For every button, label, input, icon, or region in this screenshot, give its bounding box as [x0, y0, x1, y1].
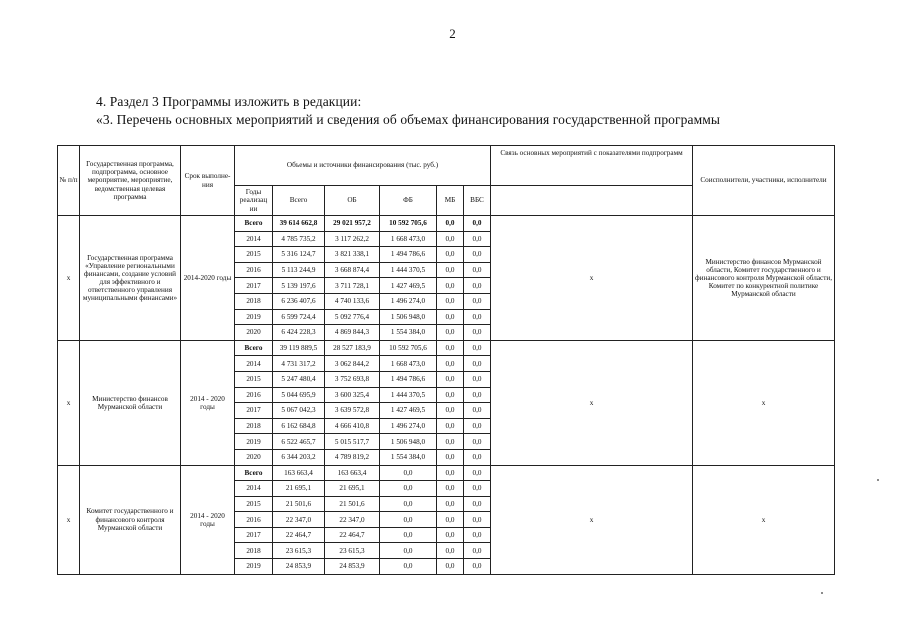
total-cell: 23 615,3	[273, 543, 325, 559]
program-name-cell: Министерство финансов Мурманской области	[80, 340, 181, 465]
year-cell: 2019	[235, 434, 273, 450]
year-cell: 2014	[235, 481, 273, 497]
year-cell: 2015	[235, 371, 273, 387]
vbs-cell: 0,0	[464, 559, 491, 575]
ob-cell: 3 821 338,1	[325, 247, 380, 263]
fb-cell: 0,0	[380, 527, 437, 543]
vbs-cell: 0,0	[464, 403, 491, 419]
instruction-paragraph: 4. Раздел 3 Программы изложить в редакции:	[96, 94, 362, 109]
total-cell: 22 464,7	[273, 527, 325, 543]
fb-cell: 10 592 705,6	[380, 216, 437, 232]
year-cell: 2016	[235, 512, 273, 528]
table-body	[58, 216, 835, 575]
executor-cell: Министерство финансов Мурманской области, Комитет государственного и финансового контроля Мурманской области, Комитет по конкурентной политике Мурманской области	[693, 216, 835, 341]
header-indicators-blank	[491, 186, 693, 216]
year-cell: 2016	[235, 387, 273, 403]
year-cell: 2017	[235, 403, 273, 419]
total-cell: 5 044 695,9	[273, 387, 325, 403]
year-cell: 2016	[235, 262, 273, 278]
total-cell: 6 522 465,7	[273, 434, 325, 450]
mb-cell: 0,0	[437, 216, 464, 232]
indicator-cell: х	[491, 340, 693, 465]
header-num: № п/п	[58, 146, 80, 216]
year-cell: 2015	[235, 247, 273, 263]
mb-cell: 0,0	[437, 278, 464, 294]
ob-cell: 3 711 728,1	[325, 278, 380, 294]
total-cell: 6 344 203,2	[273, 449, 325, 465]
ob-cell: 3 668 874,4	[325, 262, 380, 278]
fb-cell: 0,0	[380, 559, 437, 575]
mb-cell: 0,0	[437, 527, 464, 543]
program-name-cell: Государственная программа «Управление региональными финансами, создание условий для эффективного и ответственного управления муниципальными финансами»	[80, 216, 181, 341]
year-cell: 2019	[235, 559, 273, 575]
vbs-cell: 0,0	[464, 278, 491, 294]
vbs-cell: 0,0	[464, 216, 491, 232]
indicator-cell: х	[491, 465, 693, 574]
total-cell: 5 316 124,7	[273, 247, 325, 263]
vbs-cell: 0,0	[464, 496, 491, 512]
table-row	[58, 340, 835, 356]
ob-cell: 3 639 572,8	[325, 403, 380, 419]
table-row	[58, 465, 835, 481]
header-term: Срок выполне-ния	[181, 146, 235, 216]
total-cell: 6 424 228,3	[273, 325, 325, 341]
fb-cell: 1 494 786,6	[380, 247, 437, 263]
executor-cell: х	[693, 340, 835, 465]
vbs-cell: 0,0	[464, 512, 491, 528]
year-cell: Всего	[235, 465, 273, 481]
row-num-cell: х	[58, 340, 80, 465]
total-cell: 22 347,0	[273, 512, 325, 528]
mb-cell: 0,0	[437, 231, 464, 247]
mb-cell: 0,0	[437, 309, 464, 325]
total-cell: 4 785 735,2	[273, 231, 325, 247]
ob-cell: 3 062 844,2	[325, 356, 380, 372]
year-cell: 2020	[235, 325, 273, 341]
mb-cell: 0,0	[437, 356, 464, 372]
program-name-cell: Комитет государственного и финансового контроля Мурманской области	[80, 465, 181, 574]
total-cell: 21 695,1	[273, 481, 325, 497]
table-row	[58, 216, 835, 232]
vbs-cell: 0,0	[464, 293, 491, 309]
ob-cell: 5 015 517,7	[325, 434, 380, 450]
mb-cell: 0,0	[437, 481, 464, 497]
ob-cell: 22 464,7	[325, 527, 380, 543]
vbs-cell: 0,0	[464, 340, 491, 356]
fb-cell: 0,0	[380, 465, 437, 481]
fb-cell: 1 668 473,0	[380, 356, 437, 372]
total-cell: 39 119 889,5	[273, 340, 325, 356]
fb-cell: 10 592 705,6	[380, 340, 437, 356]
fb-cell: 1 496 274,0	[380, 293, 437, 309]
total-cell: 163 663,4	[273, 465, 325, 481]
total-cell: 24 853,9	[273, 559, 325, 575]
ob-cell: 4 666 410,8	[325, 418, 380, 434]
header-vbs: ВБС	[464, 186, 491, 216]
vbs-cell: 0,0	[464, 387, 491, 403]
term-cell: 2014-2020 годы	[181, 216, 235, 341]
vbs-cell: 0,0	[464, 231, 491, 247]
total-cell: 6 599 724,4	[273, 309, 325, 325]
ob-cell: 3 600 325,4	[325, 387, 380, 403]
total-cell: 5 067 042,3	[273, 403, 325, 419]
year-cell: 2019	[235, 309, 273, 325]
ob-cell: 4 740 133,6	[325, 293, 380, 309]
year-cell: Всего	[235, 340, 273, 356]
vbs-cell: 0,0	[464, 418, 491, 434]
year-cell: 2018	[235, 543, 273, 559]
fb-cell: 1 554 384,0	[380, 325, 437, 341]
total-cell: 4 731 317,2	[273, 356, 325, 372]
fb-cell: 1 496 274,0	[380, 418, 437, 434]
vbs-cell: 0,0	[464, 465, 491, 481]
total-cell: 21 501,6	[273, 496, 325, 512]
fb-cell: 1 494 786,6	[380, 371, 437, 387]
year-cell: 2014	[235, 231, 273, 247]
year-cell: Всего	[235, 216, 273, 232]
header-executors: Соисполнители, участники, исполнители	[693, 146, 835, 216]
row-num-cell: х	[58, 465, 80, 574]
vbs-cell: 0,0	[464, 325, 491, 341]
vbs-cell: 0,0	[464, 481, 491, 497]
fb-cell: 1 668 473,0	[380, 231, 437, 247]
ob-cell: 24 853,9	[325, 559, 380, 575]
ob-cell: 28 527 183,9	[325, 340, 380, 356]
section-heading: «3. Перечень основных мероприятий и сведения об объемах финансирования государственной программы	[96, 112, 721, 127]
fb-cell: 1 444 370,5	[380, 387, 437, 403]
vbs-cell: 0,0	[464, 371, 491, 387]
vbs-cell: 0,0	[464, 434, 491, 450]
mb-cell: 0,0	[437, 465, 464, 481]
mb-cell: 0,0	[437, 293, 464, 309]
vbs-cell: 0,0	[464, 309, 491, 325]
fb-cell: 1 506 948,0	[380, 309, 437, 325]
total-cell: 5 113 244,9	[273, 262, 325, 278]
header-ob: ОБ	[325, 186, 380, 216]
vbs-cell: 0,0	[464, 449, 491, 465]
vbs-cell: 0,0	[464, 527, 491, 543]
fb-cell: 1 506 948,0	[380, 434, 437, 450]
mb-cell: 0,0	[437, 449, 464, 465]
vbs-cell: 0,0	[464, 262, 491, 278]
page-number: 2	[449, 26, 456, 41]
year-cell: 2017	[235, 278, 273, 294]
mb-cell: 0,0	[437, 340, 464, 356]
ob-cell: 3 752 693,8	[325, 371, 380, 387]
year-cell: 2017	[235, 527, 273, 543]
year-cell: 2018	[235, 418, 273, 434]
ob-cell: 4 789 819,2	[325, 449, 380, 465]
fb-cell: 1 427 469,5	[380, 403, 437, 419]
total-cell: 6 162 684,8	[273, 418, 325, 434]
fb-cell: 0,0	[380, 481, 437, 497]
mb-cell: 0,0	[437, 387, 464, 403]
ob-cell: 21 501,6	[325, 496, 380, 512]
mb-cell: 0,0	[437, 262, 464, 278]
vbs-cell: 0,0	[464, 247, 491, 263]
year-cell: 2018	[235, 293, 273, 309]
header-indicators: Связь основных мероприятий с показателями подпрограмм	[491, 146, 693, 186]
total-cell: 5 139 197,6	[273, 278, 325, 294]
term-cell: 2014 - 2020 годы	[181, 465, 235, 574]
header-years: Годы реализац ии	[235, 186, 273, 216]
scan-speck	[877, 479, 879, 481]
header-fb: ФБ	[380, 186, 437, 216]
ob-cell: 21 695,1	[325, 481, 380, 497]
ob-cell: 3 117 262,2	[325, 231, 380, 247]
mb-cell: 0,0	[437, 559, 464, 575]
funding-table	[57, 145, 835, 575]
mb-cell: 0,0	[437, 371, 464, 387]
ob-cell: 163 663,4	[325, 465, 380, 481]
mb-cell: 0,0	[437, 418, 464, 434]
ob-cell: 22 347,0	[325, 512, 380, 528]
mb-cell: 0,0	[437, 543, 464, 559]
year-cell: 2015	[235, 496, 273, 512]
mb-cell: 0,0	[437, 512, 464, 528]
header-total: Всего	[273, 186, 325, 216]
fb-cell: 1 554 384,0	[380, 449, 437, 465]
indicator-cell: х	[491, 216, 693, 341]
year-cell: 2020	[235, 449, 273, 465]
fb-cell: 0,0	[380, 496, 437, 512]
ob-cell: 5 092 776,4	[325, 309, 380, 325]
ob-cell: 29 021 957,2	[325, 216, 380, 232]
fb-cell: 0,0	[380, 512, 437, 528]
header-mb: МБ	[437, 186, 464, 216]
fb-cell: 0,0	[380, 543, 437, 559]
mb-cell: 0,0	[437, 247, 464, 263]
ob-cell: 23 615,3	[325, 543, 380, 559]
executor-cell: х	[693, 465, 835, 574]
term-cell: 2014 - 2020 годы	[181, 340, 235, 465]
mb-cell: 0,0	[437, 403, 464, 419]
mb-cell: 0,0	[437, 434, 464, 450]
total-cell: 39 614 662,8	[273, 216, 325, 232]
ob-cell: 4 869 844,3	[325, 325, 380, 341]
mb-cell: 0,0	[437, 496, 464, 512]
fb-cell: 1 427 469,5	[380, 278, 437, 294]
header-program: Государственная программа, подпрограмма, основное мероприятие, мероприятие, ведомственная целевая программа	[80, 146, 181, 216]
row-num-cell: х	[58, 216, 80, 341]
mb-cell: 0,0	[437, 325, 464, 341]
header-funding-group: Объемы и источники финансирования (тыс. руб.)	[235, 146, 491, 186]
fb-cell: 1 444 370,5	[380, 262, 437, 278]
total-cell: 6 236 407,6	[273, 293, 325, 309]
scan-speck	[821, 592, 823, 594]
year-cell: 2014	[235, 356, 273, 372]
total-cell: 5 247 480,4	[273, 371, 325, 387]
vbs-cell: 0,0	[464, 356, 491, 372]
vbs-cell: 0,0	[464, 543, 491, 559]
